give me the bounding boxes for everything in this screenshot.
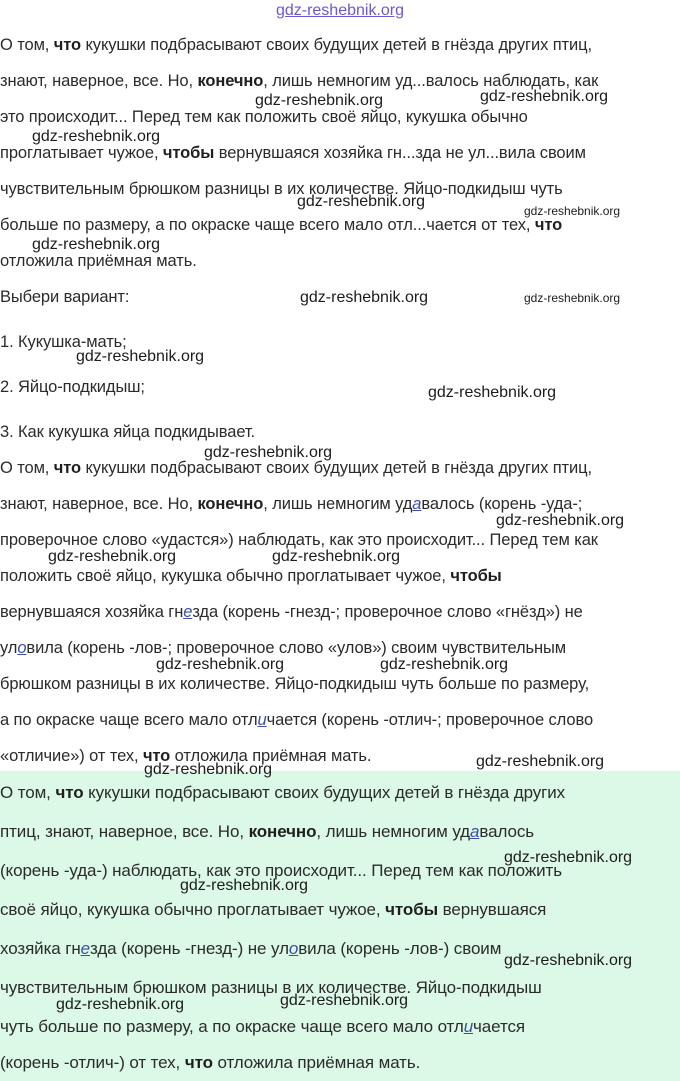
text-run: отложила приёмная мать. (212, 1053, 421, 1072)
text-run: знают, наверное, все. Но, (0, 495, 198, 513)
watermark-text: gdz-reshebnik.org (32, 128, 161, 145)
watermark-text: gdz-reshebnik.org (504, 952, 633, 969)
watermark-text: gdz-reshebnik.org (524, 204, 621, 218)
watermark-text: gdz-reshebnik.org (156, 656, 285, 673)
bold-word: чтобы (450, 567, 502, 585)
text-run: О том, (0, 36, 54, 54)
watermark-text: gdz-reshebnik.org (297, 193, 426, 210)
text-run: хозяйка гн (0, 939, 81, 958)
inserted-letter: а (412, 495, 422, 513)
bold-word: что (53, 459, 82, 477)
text-run: чается (корень -отлич-; проверочное слово (266, 711, 594, 729)
watermark-text: gdz-reshebnik.org (32, 236, 161, 253)
watermark-text: gdz-reshebnik.org (56, 996, 185, 1013)
text-run: вернувшаяся хозяйка гн (0, 603, 184, 621)
inserted-letter: о (288, 939, 299, 958)
watermark-text: gdz-reshebnik.org (524, 291, 621, 305)
text-run: птиц, знают, наверное, все. Но, (0, 822, 249, 841)
text-run: зда (корень -гнезд-) не ул (90, 939, 289, 958)
text-run: 2. Яйцо-подкидыш; (0, 378, 145, 396)
bold-word: что (142, 747, 171, 765)
exercise-line (0, 107, 528, 127)
solution-line (0, 638, 566, 658)
inserted-letter: а (470, 822, 480, 841)
text-run: положить своё яйцо, кукушка обычно проглатывает чужое, (0, 567, 451, 585)
text-run: «отличие») от тех, (0, 747, 143, 765)
text-run: чуть больше по размеру, а по окраске чаще всего мало отл (0, 1017, 464, 1036)
answer-line (0, 1017, 525, 1037)
text-run: 1. Кукушка-мать; (0, 333, 127, 351)
text-run: О том, (0, 783, 56, 802)
watermark-text: gdz-reshebnik.org (144, 761, 273, 778)
text-run: проглатывает чужое, (0, 144, 163, 162)
text-run: чувствительным брюшком разницы в их количестве. Яйцо-подкидыш (0, 978, 542, 997)
answer-line (0, 900, 546, 920)
exercise-line (0, 215, 562, 235)
inserted-letter: и (257, 711, 267, 729)
exercise-line (0, 287, 129, 307)
text-run: своё яйцо, кукушка обычно проглатывает чужое, (0, 900, 386, 919)
text-run: вернувшаяся (438, 900, 547, 919)
answer-line (0, 1053, 420, 1073)
solution-line (0, 494, 582, 514)
text-run: проверочное слово «удастся») наблюдать, как это происходит... Перед тем как (0, 531, 598, 549)
text-run: ул (0, 639, 18, 657)
answer-line (0, 783, 565, 803)
watermark-text: gdz-reshebnik.org (180, 877, 309, 894)
text-run: вила (корень -лов-; проверочное слово «улов») своим чувствительным (26, 639, 567, 657)
text-run: вила (корень -лов-) своим (298, 939, 502, 958)
text-run: (корень -уда-) наблюдать, как это происходит... Перед тем как положить (0, 861, 562, 880)
inserted-letter: е (183, 603, 193, 621)
text-run: валось (479, 822, 534, 841)
exercise-line (0, 143, 586, 163)
exercise-line (0, 35, 592, 55)
exercise-line (0, 377, 145, 397)
text-run: кукушки подбрасывают своих будущих детей в гнёзда других (83, 783, 566, 802)
bold-word: конечно (197, 495, 264, 513)
watermark-text: gdz-reshebnik.org (76, 348, 205, 365)
text-run: Выбери вариант: (0, 288, 130, 306)
site-header-link[interactable]: gdz-reshebnik.org (275, 2, 405, 19)
text-run: больше по размеру, а по окраске чаще всего мало отл...чается от тех, (0, 216, 535, 234)
text-run: вернувшаяся хозяйка гн...зда не ул...вила своим (214, 144, 586, 162)
answer-line (0, 978, 542, 998)
text-run: отложила приёмная мать. (170, 747, 372, 765)
watermark-text: gdz-reshebnik.org (272, 548, 401, 565)
text-run: отложила приёмная мать. (0, 252, 197, 270)
watermark-text: gdz-reshebnik.org (380, 656, 509, 673)
inserted-letter: е (80, 939, 91, 958)
exercise-line (0, 422, 255, 442)
text-run: чается (473, 1017, 525, 1036)
inserted-letter: и (463, 1017, 474, 1036)
bold-word: что (184, 1053, 213, 1072)
bold-word: что (55, 783, 84, 802)
watermark-text: gdz-reshebnik.org (476, 753, 605, 770)
text-run: это происходит... Перед тем как положить своё яйцо, кукушка обычно (0, 108, 528, 126)
text-run: , лишь немногим уд (316, 822, 471, 841)
solution-line (0, 566, 502, 586)
bold-word: что (534, 216, 563, 234)
watermark-text: gdz-reshebnik.org (255, 92, 384, 109)
text-run: , лишь немногим уд...валось наблюдать, как (263, 72, 599, 90)
solution-line (0, 602, 583, 622)
watermark-text: gdz-reshebnik.org (428, 384, 557, 401)
watermark-text: gdz-reshebnik.org (300, 289, 429, 306)
text-run: кукушки подбрасывают своих будущих детей в гнёзда других птиц, (81, 459, 592, 477)
text-run: чувствительным брюшком разницы в их количестве. Яйцо-подкидыш чуть (0, 180, 563, 198)
answer-line (0, 939, 501, 959)
text-run: кукушки подбрасывают своих будущих детей в гнёзда других птиц, (81, 36, 592, 54)
bold-word: чтобы (385, 900, 439, 919)
bold-word: конечно (248, 822, 317, 841)
bold-word: конечно (197, 72, 264, 90)
bold-word: что (53, 36, 82, 54)
bold-word: чтобы (162, 144, 215, 162)
solution-line (0, 530, 598, 550)
text-run: знают, наверное, все. Но, (0, 72, 198, 90)
inserted-letter: о (17, 639, 27, 657)
answer-line (0, 822, 534, 842)
text-run: 3. Как кукушка яйца подкидывает. (0, 423, 255, 441)
text-run: брюшком разницы в их количестве. Яйцо-подкидыш чуть больше по размеру, (0, 675, 590, 693)
watermark-text: gdz-reshebnik.org (504, 849, 633, 866)
exercise-line (0, 179, 563, 199)
solution-line (0, 710, 593, 730)
watermark-text: gdz-reshebnik.org (496, 512, 625, 529)
text-run: зда (корень -гнезд-; проверочное слово «гнёзд») не (192, 603, 583, 621)
watermark-text: gdz-reshebnik.org (204, 444, 333, 461)
solution-line (0, 674, 589, 694)
watermark-text: gdz-reshebnik.org (280, 992, 409, 1009)
text-run: О том, (0, 459, 54, 477)
watermark-text: gdz-reshebnik.org (48, 548, 177, 565)
text-run: (корень -отлич-) от тех, (0, 1053, 185, 1072)
watermark-text: gdz-reshebnik.org (480, 88, 609, 105)
exercise-line (0, 251, 197, 271)
text-run: , лишь немногим уд (263, 495, 413, 513)
text-run: а по окраске чаще всего мало отл (0, 711, 258, 729)
text-run: валось (корень -уда-; (421, 495, 583, 513)
